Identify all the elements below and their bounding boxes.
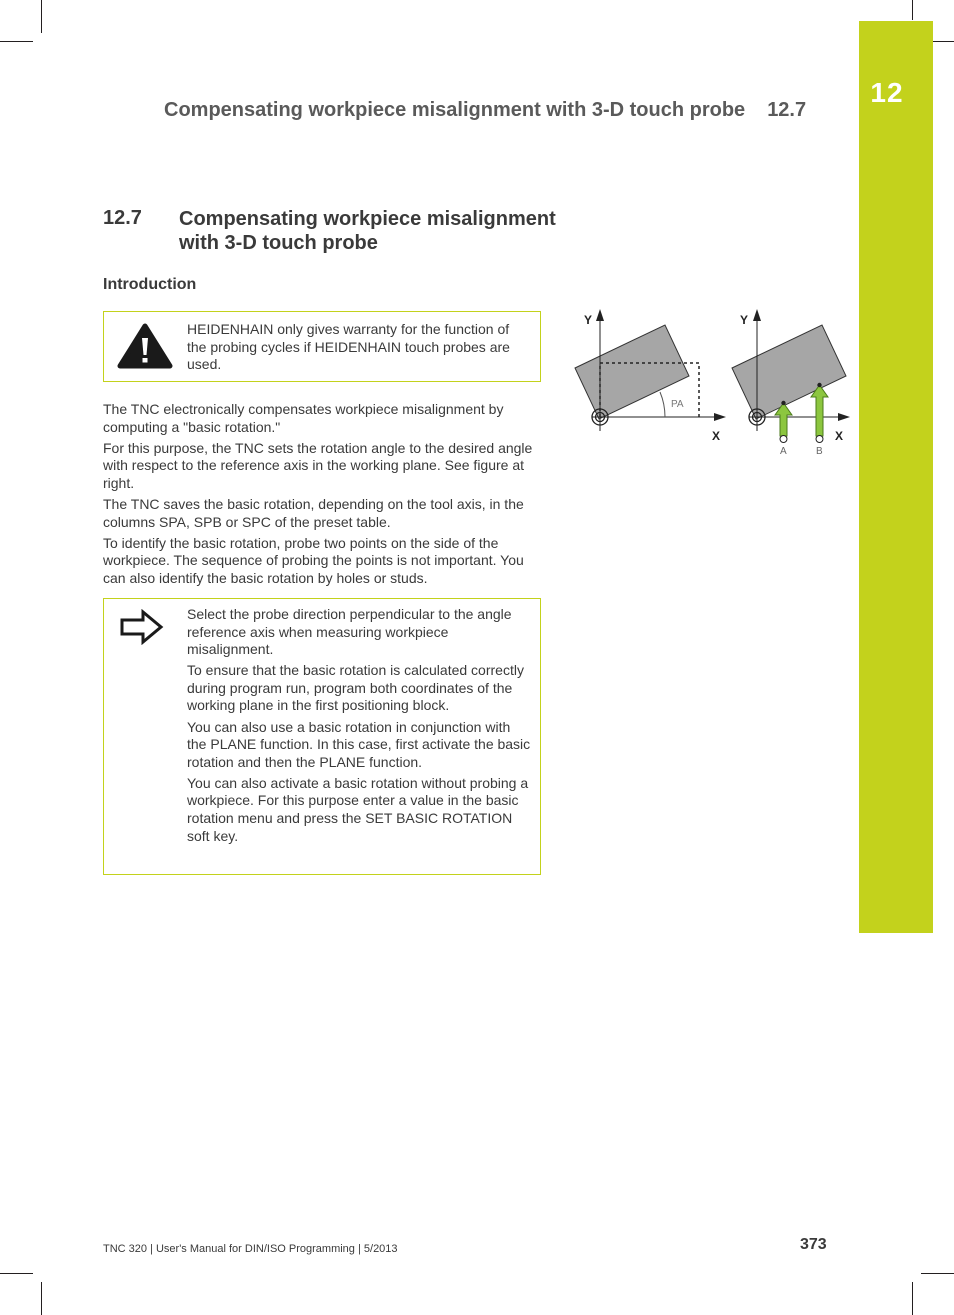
tip-paragraph: To ensure that the basic rotation is calculated correctly during program run, program both coordinates of the working plane in the first positioning block.: [187, 662, 524, 714]
crop-mark: [912, 1282, 913, 1315]
point-a-label: A: [780, 446, 787, 457]
probe-start-a: [780, 436, 787, 443]
probe-arrow-b: [811, 385, 828, 436]
paragraph: The TNC saves the basic rotation, depending on the tool axis, in the columns SPA, SPB or SPC of the preset table.: [103, 495, 524, 530]
tip-paragraph: Select the probe direction perpendicular to the angle reference axis when measuring workpiece misalignment.: [187, 606, 512, 658]
warning-note: [103, 311, 541, 382]
y-axis-arrowhead: [596, 309, 604, 321]
angle-label: PA: [671, 399, 684, 410]
warning-icon-cell: [104, 312, 186, 381]
tip-icon-cell: [104, 599, 186, 874]
angle-arc: [660, 392, 665, 417]
warning-text: HEIDENHAIN only gives warranty for the function of the probing cycles if HEIDENHAIN touch probes are used.: [187, 321, 510, 373]
footer-text: TNC 320 | User's Manual for DIN/ISO Programming | 5/2013: [103, 1243, 398, 1255]
section-number: 12.7: [103, 207, 142, 229]
y-axis-label: Y: [584, 313, 593, 327]
section-title: Compensating workpiece misalignment with 3-D touch probe: [179, 208, 556, 254]
running-head-title: Compensating workpiece misalignment with 3-D touch probe: [164, 99, 746, 121]
workpiece-rotated: [732, 325, 846, 419]
arrow-right-icon: [119, 609, 165, 645]
subheading: Introduction: [103, 276, 197, 293]
left-diagram: [575, 309, 726, 443]
page-number: 373: [800, 1236, 827, 1253]
x-axis-label: X: [712, 429, 721, 443]
x-axis-label: X: [835, 429, 844, 443]
point-b-label: B: [816, 446, 823, 457]
tip-note: [103, 598, 541, 875]
crop-mark: [0, 1273, 33, 1274]
tip-text: [187, 606, 532, 849]
paragraph: To identify the basic rotation, probe two points on the side of the workpiece. The sequence of probing the points is not important. You can also identify the basic rotation by holes or studs.: [103, 534, 524, 586]
right-diagram: [732, 309, 850, 457]
crop-mark: [41, 0, 42, 33]
probe-start-b: [816, 436, 823, 443]
x-axis-arrowhead: [838, 413, 850, 421]
warning-triangle-icon: [115, 322, 175, 370]
x-axis-arrowhead: [714, 413, 726, 421]
basic-rotation-figure: [568, 305, 858, 465]
tip-paragraph: You can also activate a basic rotation without probing a workpiece. For this purpose enter a value in the basic rotation menu and press the SET BASIC ROTATION soft key.: [187, 774, 529, 844]
body-text: [103, 401, 545, 591]
y-axis-label: Y: [740, 313, 749, 327]
y-axis-arrowhead: [753, 309, 761, 321]
running-head-number: 12.7: [767, 99, 807, 121]
paragraph: For this purpose, the TNC sets the rotation angle to the desired angle with respect to the reference axis in the working plane. See figure at right.: [103, 439, 533, 491]
crop-mark: [921, 1273, 954, 1274]
crop-mark: [0, 41, 33, 42]
chapter-number: 12: [870, 77, 904, 108]
crop-mark: [41, 1282, 42, 1315]
chapter-tab: [859, 21, 933, 933]
probe-point-b: [817, 383, 821, 387]
crop-mark: [912, 0, 913, 20]
running-head: [164, 99, 806, 122]
figure-svg: [568, 305, 858, 465]
probe-point-a: [781, 401, 785, 405]
paragraph: The TNC electronically compensates workpiece misalignment by computing a "basic rotation.": [103, 401, 504, 435]
tip-paragraph: You can also use a basic rotation in conjunction with the PLANE function. In this case, first activate the basic rotation and then the PLANE function.: [187, 718, 531, 770]
